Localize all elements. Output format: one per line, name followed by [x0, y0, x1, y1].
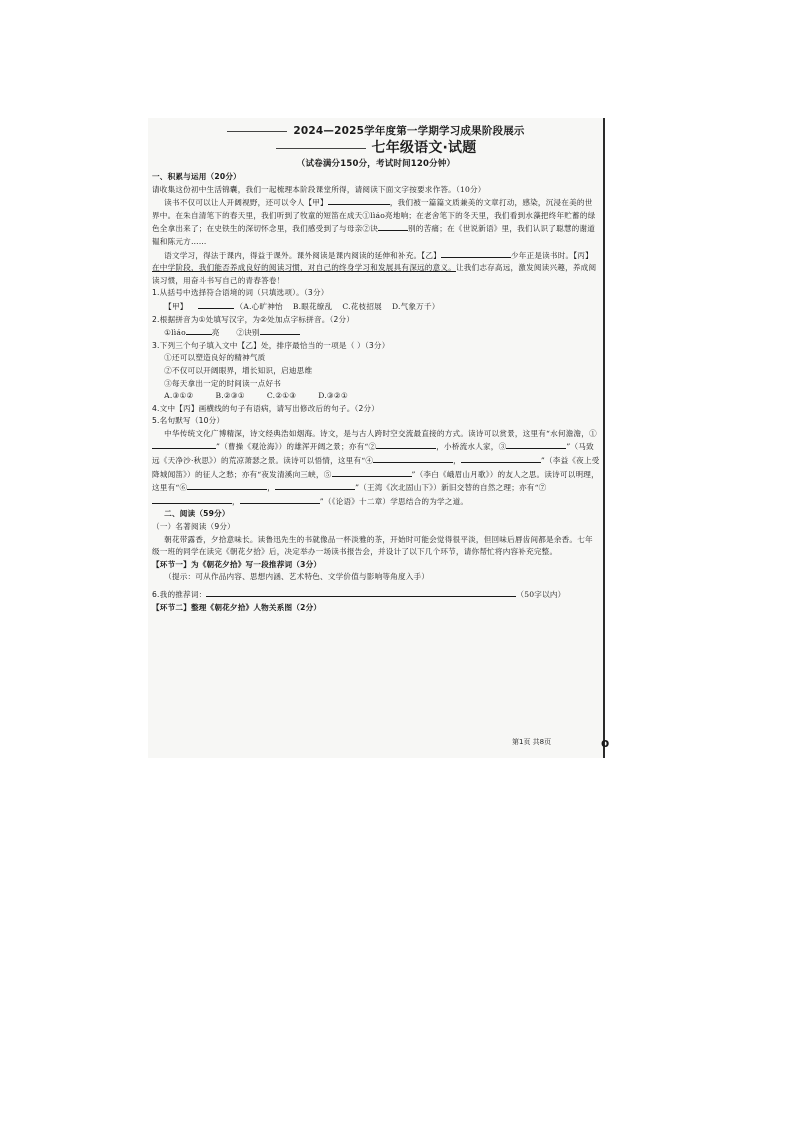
question-2-items: ①lìáo 亮 ②诀别 — [152, 326, 600, 340]
answer-line[interactable] — [206, 588, 516, 597]
exam-title: 七年级语文·试题 — [152, 138, 600, 158]
paragraph-1: 读书不仅可以让人开阔视野，还可以令人【甲】 ，我们被一篇篇文质兼美的文章打动，感染，沉浸在美的世界中。在朱自清笔下的春天里，我们听到了牧童的短笛在成天①lìáo亮地响；在老舍笔下的冬天里，我们看到水藻把终年贮蓄的绿色全拿出来了；在史铁生的深切怀念里，我们感受到了与母亲②诀 别的苦痛；在《世说新语》里，我们认识了聪慧的谢道韫和陈元方…… — [152, 198, 596, 246]
answer-blank[interactable] — [152, 440, 216, 449]
section1-intro: 请收集这份初中生活锦囊，我们一起梳理本阶段课堂所得，请阅读下面文字按要求作答。（10分） — [152, 184, 486, 194]
option-b[interactable]: B.②③① — [215, 391, 245, 401]
question-3-options — [152, 390, 600, 403]
answer-blank[interactable] — [506, 440, 566, 449]
link-1-hint: （提示：可从作品内容、思想内涵、艺术特色、文学价值与影响等角度入手） — [164, 572, 430, 582]
decor-line — [227, 131, 287, 132]
answer-blank[interactable] — [152, 495, 232, 504]
q3-item-3: ③每天拿出一定的时间读一点好书 — [164, 378, 282, 388]
question-4: 4.文中【丙】画横线的句子有语病，请写出修改后的句子。（2分） — [152, 403, 380, 413]
section2-heading: 二、阅读（59分） — [164, 509, 230, 519]
answer-blank[interactable] — [187, 481, 267, 490]
binding-line — [603, 118, 605, 758]
q3-item-1: ①还可以塑造良好的精神气质 — [164, 353, 266, 363]
option-a[interactable]: A.③①② — [164, 391, 194, 401]
header — [152, 124, 600, 171]
answer-blank[interactable] — [186, 326, 212, 335]
answer-blank[interactable] — [373, 454, 453, 463]
answer-blank[interactable] — [441, 249, 511, 258]
question-1-options: 【甲】 （A.心旷神怡 B.眼花缭乱 C.花枝招展 D.气象万千） — [164, 301, 440, 311]
answer-blank[interactable] — [461, 454, 541, 463]
answer-blank[interactable] — [332, 468, 412, 477]
answer-blank[interactable] — [198, 300, 234, 309]
year-title: 2024—2025学年度第一学期学习成果阶段展示 — [152, 124, 600, 138]
subsection-1: （一）名著阅读（9分） — [152, 522, 235, 532]
subsection-1-paragraph: 朝花带露香，夕拾意味长。读鲁迅先生的书就像品一杯淡雅的茶，开始时可能会觉得很平淡，但回味后唇齿间都是余香。七年级一班的同学在读完《朝花夕拾》后，决定举办一场读书报告会，并设计了以下几个环节，请你帮忙将内容补充完整。 — [152, 534, 593, 557]
exam-document — [152, 124, 600, 614]
question-6: 6.我的推荐词： （50字以内） — [152, 590, 566, 599]
section1-heading: 一、积累与运用（20分） — [152, 172, 241, 181]
option-c[interactable]: C.②①③ — [266, 391, 297, 401]
q3-item-2: ②不仅可以开阔眼界，增长知识，启迪思维 — [164, 365, 313, 375]
exam-info: （试卷满分150分，考试时间120分钟） — [296, 159, 456, 169]
page-number: 第1页 共8页 — [512, 738, 552, 746]
answer-blank[interactable] — [240, 495, 320, 504]
link-2: 【环节二】整理《朝花夕拾》人物关系图（2分） — [152, 602, 322, 612]
question-1: 1.从括号中选择符合语境的词（只填选项）。（3分） — [152, 288, 329, 298]
link-1: 【环节一】为《朝花夕拾》写一段推荐词（3分） — [152, 559, 322, 569]
paragraph-2: 语文学习，得法于课内，得益于课外。课外阅读是课内阅读的延伸和补充。【乙】 少年正是读书时。【丙】在中学阶段，我们能否养成良好的阅读习惯，对自己的终身学习和发展具有深远的意义。让我们志存高远，激发阅读兴趣，养成阅读习惯，用奋斗书写自己的青春答卷！ — [152, 250, 597, 285]
question-3: 3.下列三个句子填入文中【乙】处，排序最恰当的一项是（ ）（3分） — [152, 340, 390, 350]
corner-mark: o — [601, 736, 610, 750]
answer-blank[interactable] — [378, 222, 408, 231]
option-d[interactable]: D.③②① — [318, 391, 348, 401]
answer-blank[interactable] — [275, 481, 355, 490]
decor-line — [276, 148, 366, 149]
answer-blank[interactable] — [328, 196, 390, 205]
question-5-passage: 中华传统文化广博精深，诗文经典浩如烟海。诗文，是与古人跨时空交流最直接的方式。读诗可以赏景，这里有“水何澹澹，①”（曹操《观沧海》）的雄浑开阔之景；亦有“② ，小桥流水人家，③ ”（马致远《天净沙·秋思》）的荒凉萧瑟之景。读诗可以悟情，这里有“④ ， ”（李益《夜上受降城闻笛》）的征人之愁；亦有“夜发清溪向三峡，⑤ ”（李白《峨眉山月歌》）的友人之思。读诗可以明理，这里有“⑥ ， ”（王湾《次北固山下》）新旧交替的自然之理；亦有“⑦， ”（《论语》十二章）学思结合的为学之道。 — [152, 428, 600, 506]
answer-blank[interactable] — [260, 326, 300, 335]
answer-blank[interactable] — [376, 440, 436, 449]
question-5: 5.名句默写（10分） — [152, 416, 225, 426]
question-2: 2.根据拼音为①处填写汉字，为②处加点字标拼音。（2分） — [152, 314, 355, 324]
